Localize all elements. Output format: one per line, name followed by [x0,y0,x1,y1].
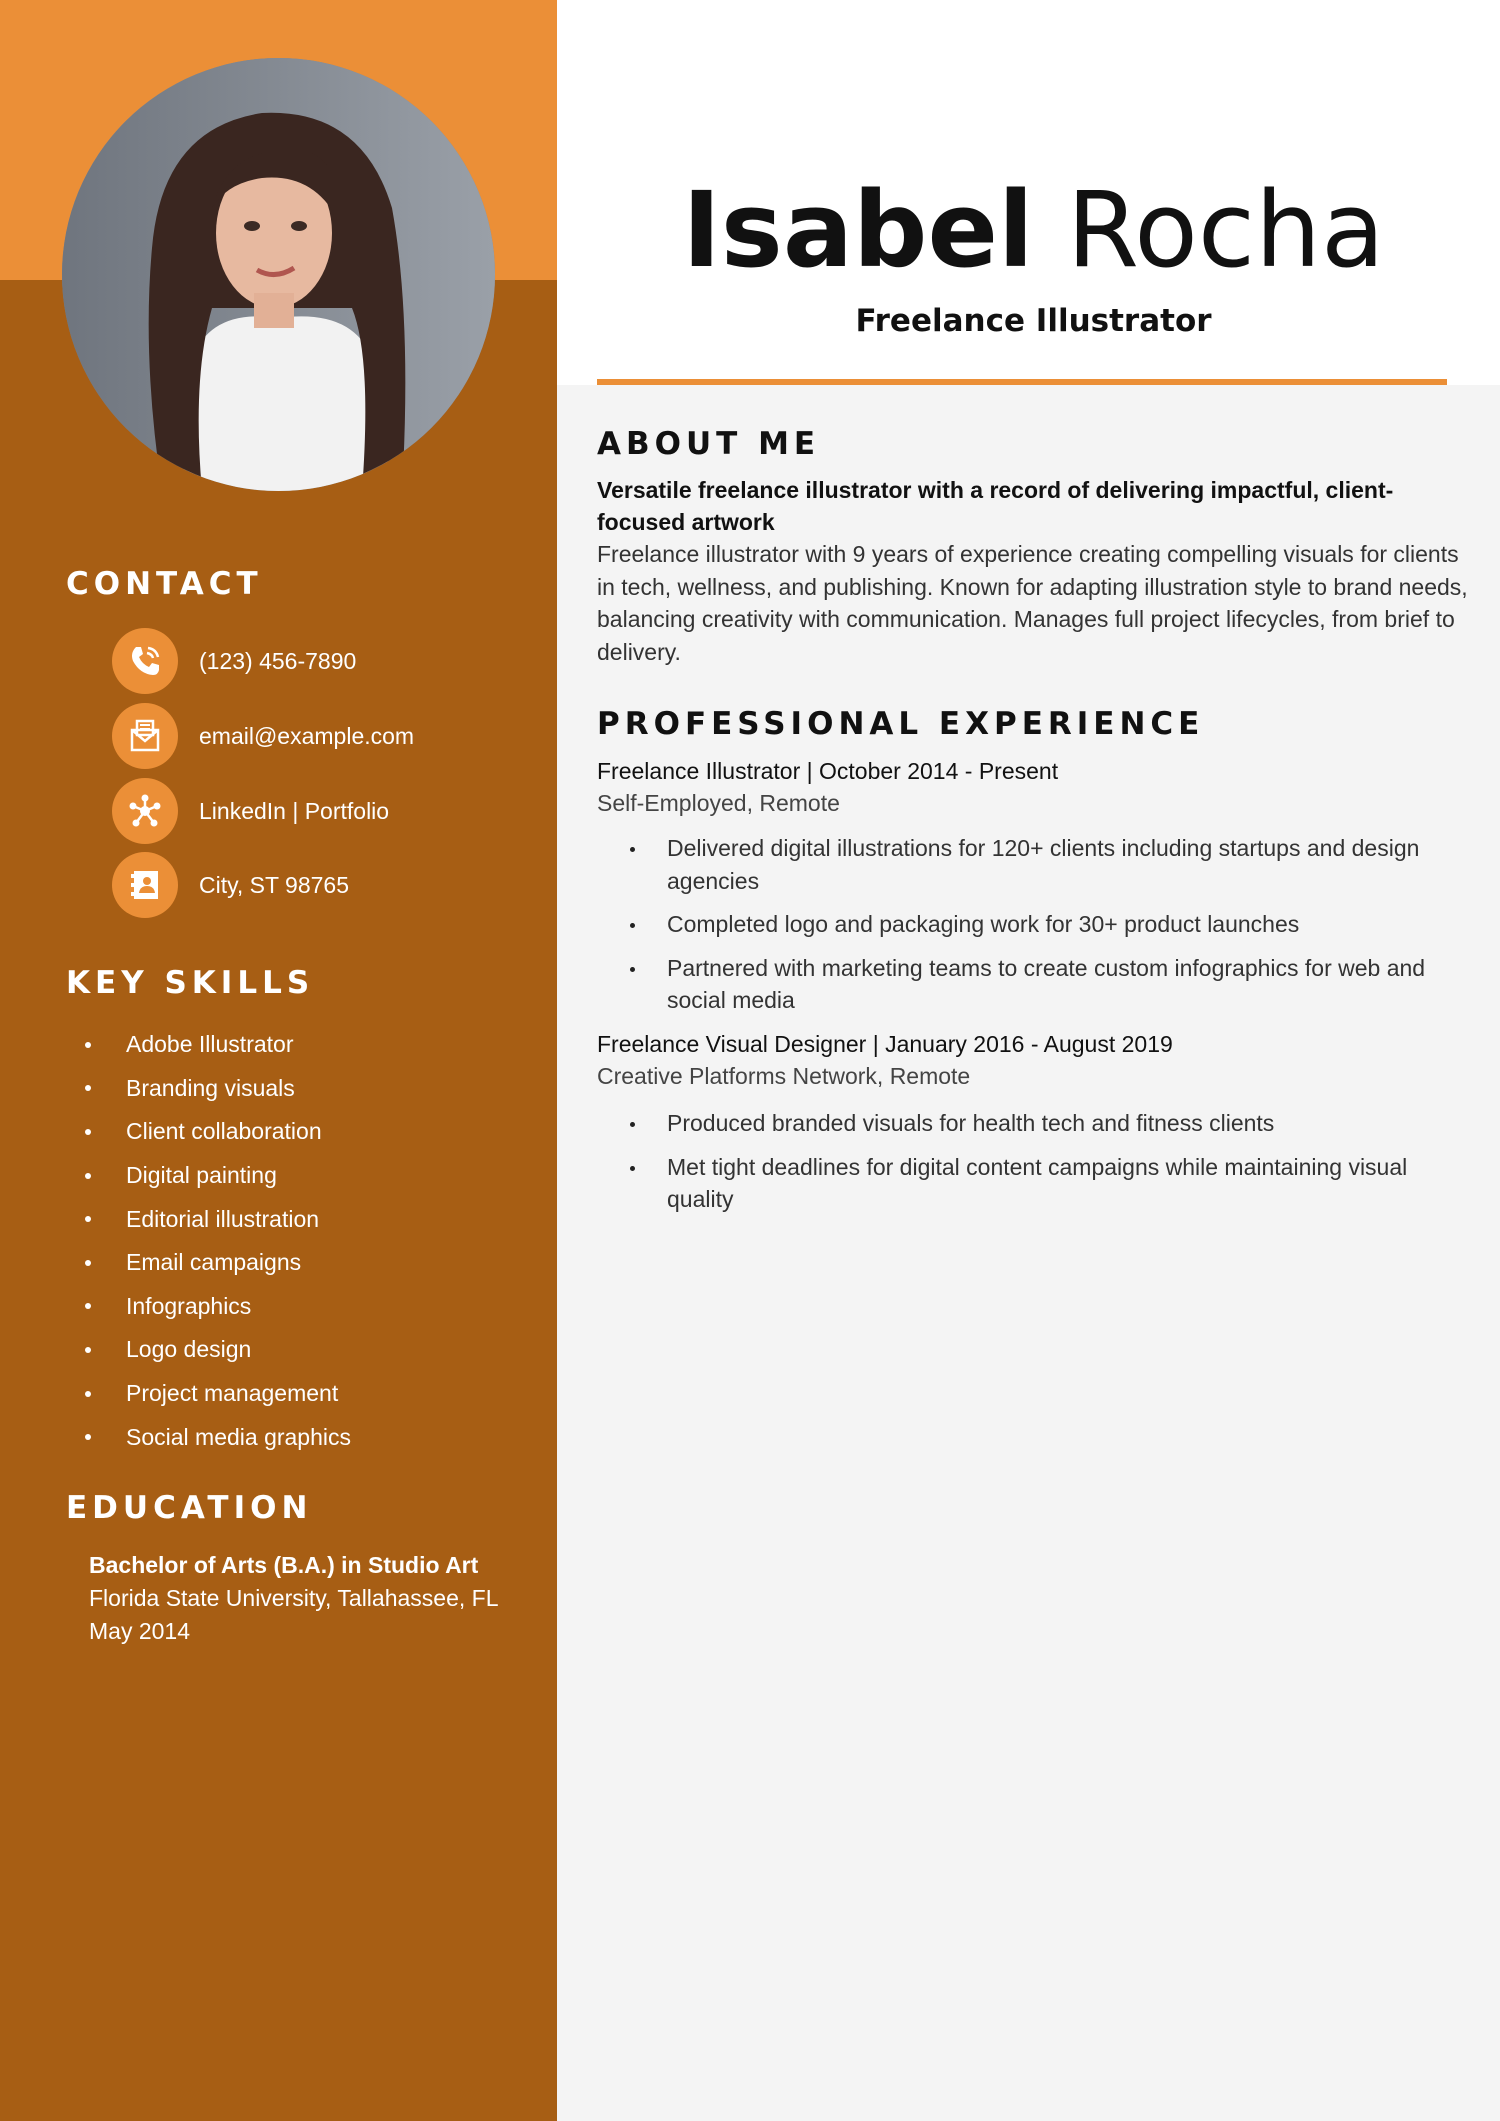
list-item: Social media graphics [85,1415,351,1459]
job-2-company: Creative Platforms Network, Remote [597,1063,971,1089]
bullet-icon [85,1129,91,1135]
about-heading: ABOUT ME [597,426,821,462]
bullet-icon [85,1173,91,1179]
job-2-title: Freelance Visual Designer | January 2016 - August 2019 [597,1031,1173,1057]
list-item: Email campaigns [85,1241,351,1285]
first-name: Isabel [682,169,1034,291]
about-body: Freelance illustrator with 9 years of experience creating compelling visuals for clients in tech, wellness, and publishing. Known for adapting illustration style to brand needs, balancing creativity with communication. Manages full project lifecycles, from brief to delivery. [597,541,1468,665]
contact-phone [112,628,356,694]
address-text: City, ST 98765 [199,871,350,898]
bullet-icon [630,1122,635,1127]
skills-list [85,1023,351,1459]
degree: Bachelor of Arts (B.A.) in Studio Art [89,1552,479,1578]
list-item: Logo design [85,1328,351,1372]
list-item: Partnered with marketing teams to create custom infographics for web and social media [628,952,1478,1017]
list-item: Branding visuals [85,1067,351,1111]
graduation-date: May 2014 [89,1618,191,1644]
school: Florida State University, Tallahassee, FL [89,1585,499,1611]
candidate-name [557,165,1500,295]
contact-email [112,703,414,769]
profile-photo [62,58,495,491]
bullet-icon [630,923,635,928]
education-entry [89,1549,499,1648]
envelope-icon [112,703,178,769]
list-item: Infographics [85,1285,351,1329]
list-item: Project management [85,1372,351,1416]
bullet-icon [85,1216,91,1222]
list-item: Delivered digital illustrations for 120+ clients including startups and design agencies [628,832,1478,897]
list-item: Client collaboration [85,1110,351,1154]
last-name: Rocha [1066,169,1385,291]
list-item: Digital painting [85,1154,351,1198]
network-icon [112,778,178,844]
bullet-icon [85,1347,91,1353]
bullet-icon [630,1166,635,1171]
email-text: email@example.com [199,722,415,749]
list-item: Completed logo and packaging work for 30+ product launches [628,908,1478,941]
bullet-icon [630,967,635,972]
phone-icon [112,628,178,694]
experience-heading: PROFESSIONAL EXPERIENCE [597,706,1205,742]
bullet-icon [85,1042,91,1048]
job-title: Freelance Illustrator [855,303,1212,339]
education-heading: EDUCATION [66,1490,313,1526]
list-item: Produced branded visuals for health tech and fitness clients [628,1107,1478,1140]
list-item: Met tight deadlines for digital content campaigns while maintaining visual quality [628,1151,1478,1216]
job-1-title: Freelance Illustrator | October 2014 - Present [597,758,1059,784]
bullet-icon [85,1303,91,1309]
bullet-icon [85,1391,91,1397]
job-1-bullets [628,832,1478,1028]
contact-links [112,778,389,844]
list-item: Adobe Illustrator [85,1023,351,1067]
phone-text: (123) 456-7890 [199,647,357,674]
header-divider [597,379,1447,385]
job-1-company: Self-Employed, Remote [597,790,840,816]
job-2-bullets [628,1107,1478,1227]
bullet-icon [630,847,635,852]
bullet-icon [85,1434,91,1440]
bullet-icon [85,1085,91,1091]
address-book-icon [112,852,178,918]
skills-heading: KEY SKILLS [66,965,315,1001]
about-lead: Versatile freelance illustrator with a record of delivering impactful, client-focused artwork [597,477,1394,535]
list-item: Editorial illustration [85,1197,351,1241]
bullet-icon [85,1260,91,1266]
contact-address [112,852,349,918]
contact-heading: CONTACT [66,566,263,602]
links-text: LinkedIn | Portfolio [199,797,390,824]
